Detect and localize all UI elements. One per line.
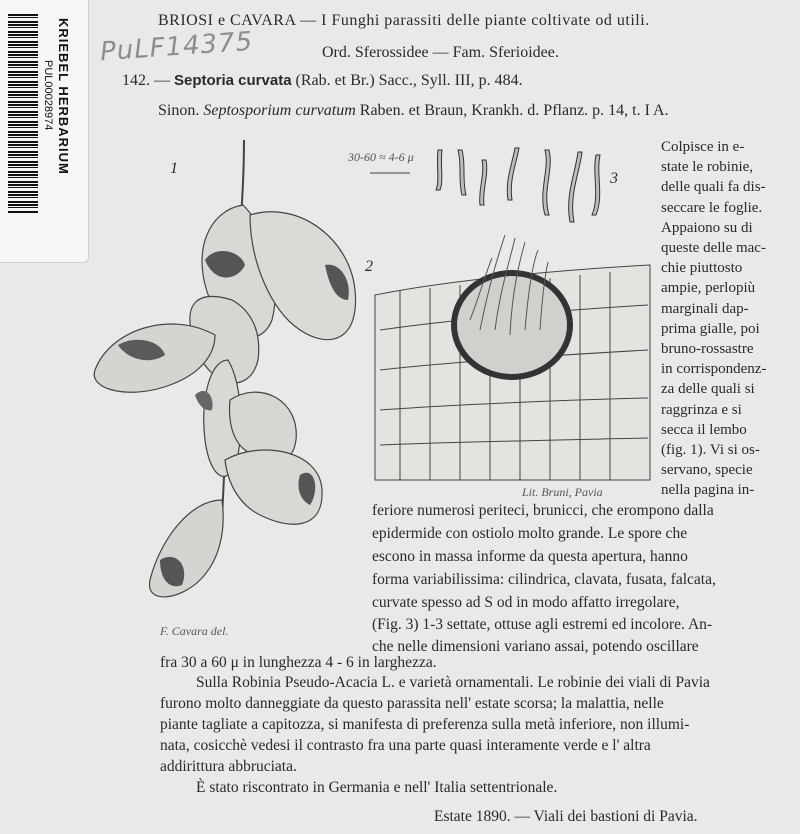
synonym-species: Septosporium curvatum xyxy=(203,102,356,119)
text-line: raggrinza e si xyxy=(661,401,742,418)
figure-label-2: 2 xyxy=(365,258,373,275)
series-header: BRIOSI e CAVARA — I Funghi parassiti delle piante coltivate od utili. xyxy=(158,12,650,29)
figure-label-3: 3 xyxy=(610,170,618,187)
spore xyxy=(480,160,487,205)
habitat-line: Sulla Robinia Pseudo-Acacia L. e varietà ornamentali. Le robinie dei viali di Pavia xyxy=(196,674,710,691)
text-line: marginali dap- xyxy=(661,300,749,317)
text-line: (Fig. 3) 1-3 settate, ottuse agli estremi ed incolore. An- xyxy=(372,616,713,633)
text-line: servano, specie xyxy=(661,462,753,479)
text-line: epidermide con ostiolo molto grande. Le spore che xyxy=(372,525,688,542)
order-family-line: Ord. Sferossidee — Fam. Sferioidee. xyxy=(322,44,559,61)
spore xyxy=(436,150,442,190)
species-citation: (Rab. et Br.) Sacc., Syll. III, p. 484. xyxy=(295,72,523,89)
text-line: seccare le foglie. xyxy=(661,199,763,216)
text-line: Colpisce in e- xyxy=(661,139,745,155)
text-line: nata, cosicchè vedesi il contrasto fra una parte quasi interamente verde e l' altra xyxy=(160,737,651,754)
text-line: che nelle dimensioni variano assai, potendo oscillare xyxy=(372,638,699,655)
text-line: feriore numerosi periteci, brunicci, che erompono dalla xyxy=(372,502,714,519)
spore xyxy=(592,155,600,215)
text-line: curvate spesso ad S od in modo affatto irregolare, xyxy=(372,594,680,611)
spore xyxy=(458,150,466,195)
text-line: state le robinie, xyxy=(661,159,754,176)
text-line: delle quali fa dis- xyxy=(661,179,766,196)
artist-signature: F. Cavara del. xyxy=(160,624,229,638)
specimen-id: PUL00028974 xyxy=(42,60,54,131)
text-line: furono molto danneggiate da questo parassita nell' estate scorsa; la malattia, nelle xyxy=(160,695,664,712)
text-line: addirittura abbruciata. xyxy=(160,758,297,775)
text-line: piante tagliate a capitozza, si manifesta di preferenza sulla metà inferiore, non illumi- xyxy=(160,716,690,733)
species-name: Septoria curvata xyxy=(174,72,292,89)
text-line: ampie, perlopiù xyxy=(661,280,756,297)
text-line: forma variabilissima: cilindrica, clavata, fusata, falcata, xyxy=(372,571,716,588)
text-line: bruno-rossastre xyxy=(661,341,754,358)
text-line: Appaiono su di xyxy=(661,219,753,236)
lithographer-signature: Lit. Bruni, Pavia xyxy=(522,485,603,499)
text-line: escono in massa informe da questa apertura, hanno xyxy=(372,548,688,565)
spore xyxy=(507,148,519,200)
herbarium-name: KRIEBEL HERBARIUM xyxy=(56,18,71,175)
synonym-reference: Raben. et Braun, Krankh. d. Pflanz. p. 14, t. I A. xyxy=(359,102,669,119)
text-line: (fig. 1). Vi si os- xyxy=(661,442,760,459)
synonym-prefix: Sinon. xyxy=(158,102,200,119)
spore-scale: 30-60 ≈ 4-6 μ xyxy=(348,150,414,164)
text-line: za delle quali si xyxy=(661,381,755,398)
collection-footer: Estate 1890. — Viali dei bastioni di Pavia. xyxy=(434,808,698,825)
handwritten-accession: PuLF14375 xyxy=(99,26,255,68)
leaf xyxy=(150,500,224,597)
description-column xyxy=(661,137,796,501)
text-line: secca il lembo xyxy=(661,421,747,438)
text-line: fra 30 a 60 μ in lunghezza 4 - 6 in larghezza. xyxy=(160,654,437,671)
spore xyxy=(543,150,551,215)
text-line: in corrispondenz- xyxy=(661,361,767,378)
text-line: prima gialle, poi xyxy=(661,320,760,337)
text-line: chie piuttosto xyxy=(661,260,743,277)
text-line: queste delle mac- xyxy=(661,240,766,257)
entry-number: 142. — xyxy=(122,72,170,89)
spore xyxy=(569,152,582,222)
text-line: nella pagina in- xyxy=(661,482,755,499)
distribution-line: È stato riscontrato in Germania e nell' Italia settentrionale. xyxy=(196,779,558,796)
figure-label-1: 1 xyxy=(170,160,178,177)
